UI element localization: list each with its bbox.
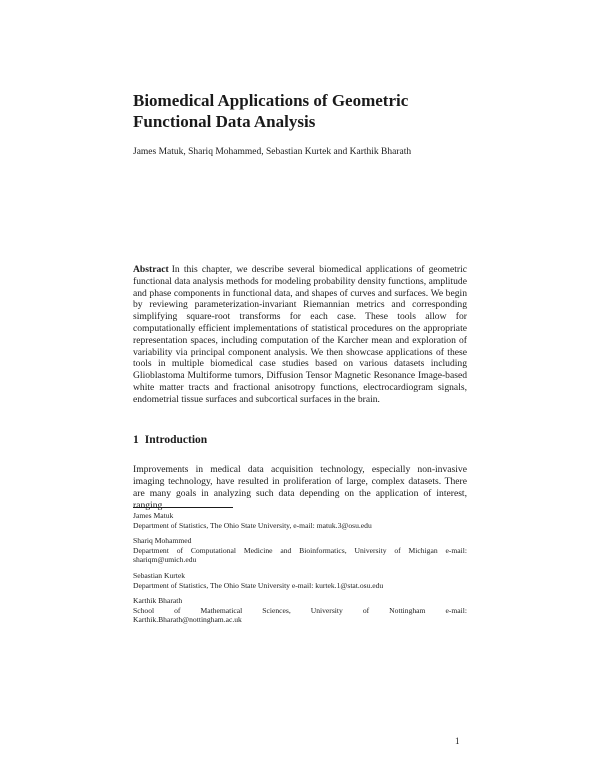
section-number: 1 (133, 434, 139, 446)
footnote-divider (133, 507, 233, 508)
page-number: 1 (455, 736, 460, 746)
footnote-bharath (133, 596, 467, 625)
footnote-affiliation: Department of Computational Medicine and Bioinformatics, University of Michigan e-mail: (133, 545, 467, 555)
abstract-label: Abstract (133, 264, 169, 275)
footnote-affiliation: Department of Statistics, The Ohio State University, e-mail: matuk.3@osu.edu (133, 520, 372, 530)
section-title: Introduction (144, 434, 208, 446)
footnote-name: James Matuk (133, 511, 174, 520)
author-list: James Matuk, Shariq Mohammed, Sebastian Kurtek and Karthik Bharath (133, 147, 412, 157)
footnote-name: Shariq Mohammed (133, 536, 192, 546)
section-heading (133, 433, 207, 447)
footnote-email: Karthik.Bharath@nottingham.ac.uk (133, 615, 242, 625)
abstract-text: In this chapter, we describe several biomedical applications of geometric functional data analysis methods for modeling probability density functions, amplitude and phase components in functional data, and shapes of curves and surfaces. We begin by reviewing parameterization-invariant Riemannian metrics and corresponding simplifying square-root transforms for each case. These tools allow for computationally efficient implementations of statistical procedures on the appropriate representation spaces, including computation of the Karcher mean and exploration of variability via principal component analysis. We then showcase applications of these tools in multiple biomedical case studies based on various datasets including Glioblastoma Multiforme tumors, Diffusion Tensor Magnetic Resonance Image-based white matter tracts and fractional anisotropy functions, electrocardiogram signals, endometrial tissue surfaces and subcortical surfaces in the brain. (133, 264, 467, 405)
footnote-name: Sebastian Kurtek (133, 570, 186, 580)
abstract (133, 264, 467, 406)
footnote-affiliation: Department of Statistics, The Ohio State University e-mail: kurtek.1@stat.osu.edu (133, 580, 384, 590)
footnote-matuk (133, 511, 467, 530)
paper-title: Biomedical Applications of Geometric Functional Data Analysis (133, 91, 409, 131)
footnote-email: shariqm@umich.edu (133, 555, 197, 565)
footnote-name: Karthik Bharath (133, 596, 183, 606)
intro-paragraph: Improvements in medical data acquisition technology, especially non-invasive imaging technology, have resulted in proliferation of large, complex datasets. There are many goals in analyzing such data depending on the application of interest, ranging (133, 464, 467, 511)
footnote-kurtek (133, 571, 467, 590)
footnote-mohammed (133, 536, 467, 565)
footnote-affiliation: School of Mathematical Sciences, University of Nottingham e-mail: (133, 605, 467, 615)
author-footnotes (133, 511, 467, 631)
